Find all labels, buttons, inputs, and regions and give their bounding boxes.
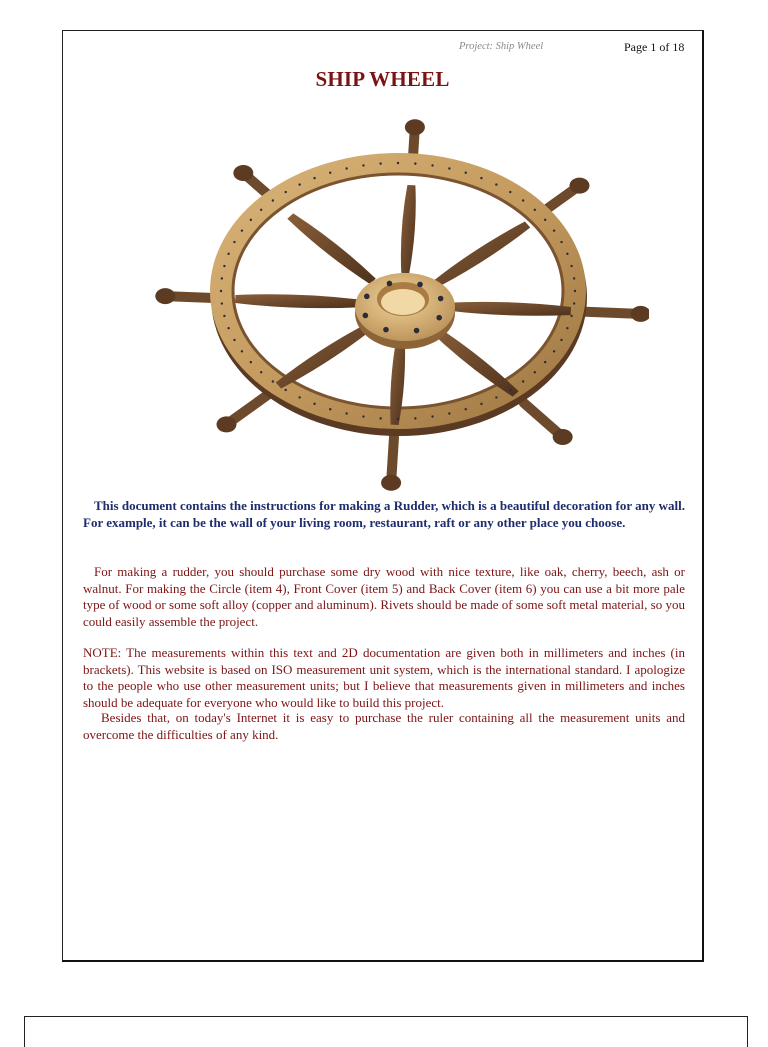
ruler-paragraph: Besides that, on today's Internet it is easy to purchase the ruler containing all the measurement units and overcome the difficulties of any kind. bbox=[83, 710, 685, 742]
document-title: SHIP WHEEL bbox=[315, 67, 450, 91]
intro-paragraph: This document contains the instructions for making a Rudder, which is a beautiful decoration for any wall. For example, it can be the wall of your living room, restaurant, raft or any other place you choose. bbox=[83, 498, 685, 530]
ship-wheel-icon bbox=[109, 113, 649, 491]
header-project-label: Project: Ship Wheel bbox=[459, 41, 544, 52]
note-paragraph: NOTE: The measurements within this text and 2D documentation are given both in millimeters and inches (in brackets). This website is based on ISO measurement unit system, which is the international standard. I apologize to the people who use other measurement units; but I believe that measurements given in millimeters and inches should be adequate for everyone who would like to build this project. bbox=[83, 645, 685, 710]
materials-paragraph: For making a rudder, you should purchase some dry wood with nice texture, like oak, cherry, beech, ash or walnut. For making the Circle (item 4), Front Cover (item 5) and Back Cover (item 6) you can use a bit more pale type of wood or some soft alloy (copper and aluminum). Rivets should be made of some soft metal material, so you could easily assemble the project. bbox=[83, 564, 685, 629]
document-page bbox=[62, 30, 704, 962]
next-page-edge bbox=[24, 1016, 748, 1047]
page-number: Page 1 of 18 bbox=[624, 40, 685, 54]
